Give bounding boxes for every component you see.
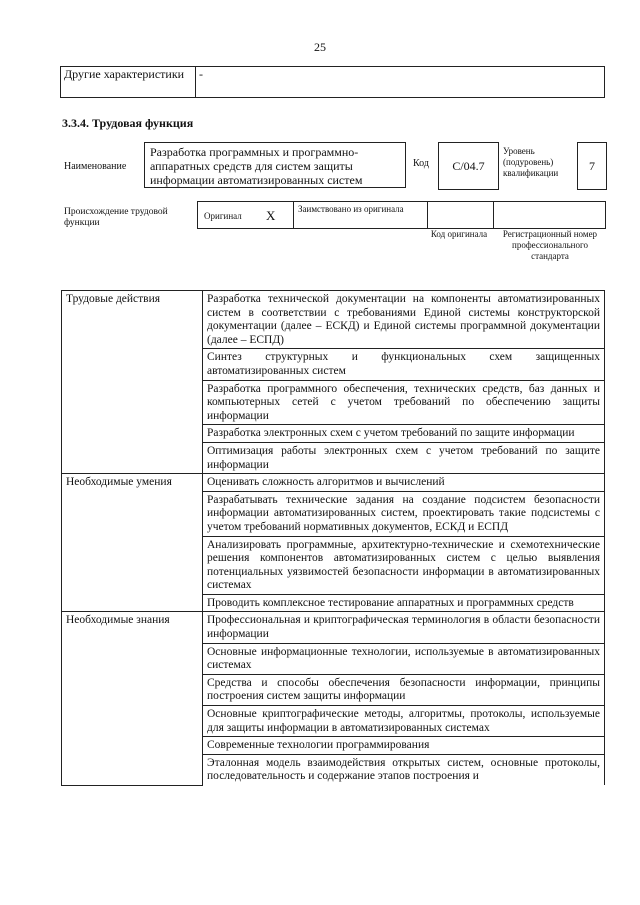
knowledge-item: Современные технологии программирования xyxy=(203,737,605,755)
skills-label: Необходимые умения xyxy=(62,474,203,612)
labor-actions-label: Трудовые действия xyxy=(62,291,203,474)
labor-function-table xyxy=(61,290,605,786)
origin-row xyxy=(197,201,606,229)
knowledge-item: Основные криптографические методы, алгоритмы, протоколы, используемые для защиты информации в автоматизированных системах xyxy=(203,706,605,737)
labor-action-item: Разработка электронных схем с учетом требований по защите информации xyxy=(203,425,605,443)
skill-item: Оценивать сложность алгоритмов и вычислений xyxy=(203,474,605,492)
knowledge-item: Средства и способы обеспечения безопасности информации, принципы построения систем защиты информации xyxy=(203,674,605,705)
function-name: Разработка программных и программно-аппаратных средств для систем защиты информации автоматизированных систем xyxy=(144,142,406,188)
name-label: Наименование xyxy=(64,161,127,172)
page-number: 25 xyxy=(314,40,326,54)
skill-item: Анализировать программные, архитектурно-технические и схемотехнические решения компонентов автоматизированных систем с целью выявления потенциальных уязвимостей безопасности информации в автоматизированных системах xyxy=(203,536,605,594)
skill-item: Разрабатывать технические задания на создание подсистем безопасности информации автоматизированных систем, проектировать такие подсистемы с учетом требований нормативных документов, ЕСКД и ЕСПД xyxy=(203,491,605,536)
labor-action-item: Разработка программного обеспечения, технических средств, баз данных и компьютерных сетей с учетом требований по обеспечению защиты информации xyxy=(203,380,605,425)
code-original-label: Код оригинала xyxy=(430,229,488,239)
qualification-level: 7 xyxy=(577,142,607,190)
knowledge-item: Эталонная модель взаимодействия открытых систем, основные протоколы, последовательность и содержание этапов построения и xyxy=(203,754,605,785)
labor-action-item: Оптимизация работы электронных схем с учетом требований по защите информации xyxy=(203,442,605,473)
code-label: Код xyxy=(413,158,429,169)
registration-number-label: Регистрационный номер профессионального стандарта xyxy=(502,229,598,261)
other-characteristics-table xyxy=(60,66,605,98)
knowledge-item: Основные информационные технологии, используемые в автоматизированных системах xyxy=(203,643,605,674)
knowledge-item: Профессиональная и криптографическая терминология в области безопасности информации xyxy=(203,612,605,643)
labor-action-item: Синтез структурных и функциональных схем защищенных автоматизированных систем xyxy=(203,349,605,380)
other-characteristics-value: - xyxy=(196,67,605,98)
skill-item: Проводить комплексное тестирование аппаратных и программных средств xyxy=(203,594,605,612)
section-title: 3.3.4. Трудовая функция xyxy=(62,116,194,130)
origin-label: Происхождение трудовой функции xyxy=(64,207,168,228)
original-mark: X xyxy=(266,208,276,223)
knowledge-label: Необходимые знания xyxy=(62,612,203,785)
labor-action-item: Разработка технической документации на компоненты автоматизированных систем в соответствии с требованиями Единой системы конструкторской документации (далее – ЕСКД) и Единой системы программной документации (далее – ЕСПД) xyxy=(203,291,605,349)
original-label: Оригинал xyxy=(204,211,242,221)
function-code: C/04.7 xyxy=(438,142,499,190)
other-characteristics-label: Другие характеристики xyxy=(61,67,196,98)
level-label: Уровень (подуровень) квалификации xyxy=(503,146,559,178)
borrowed-label: Заимствовано из оригинала xyxy=(298,204,404,214)
